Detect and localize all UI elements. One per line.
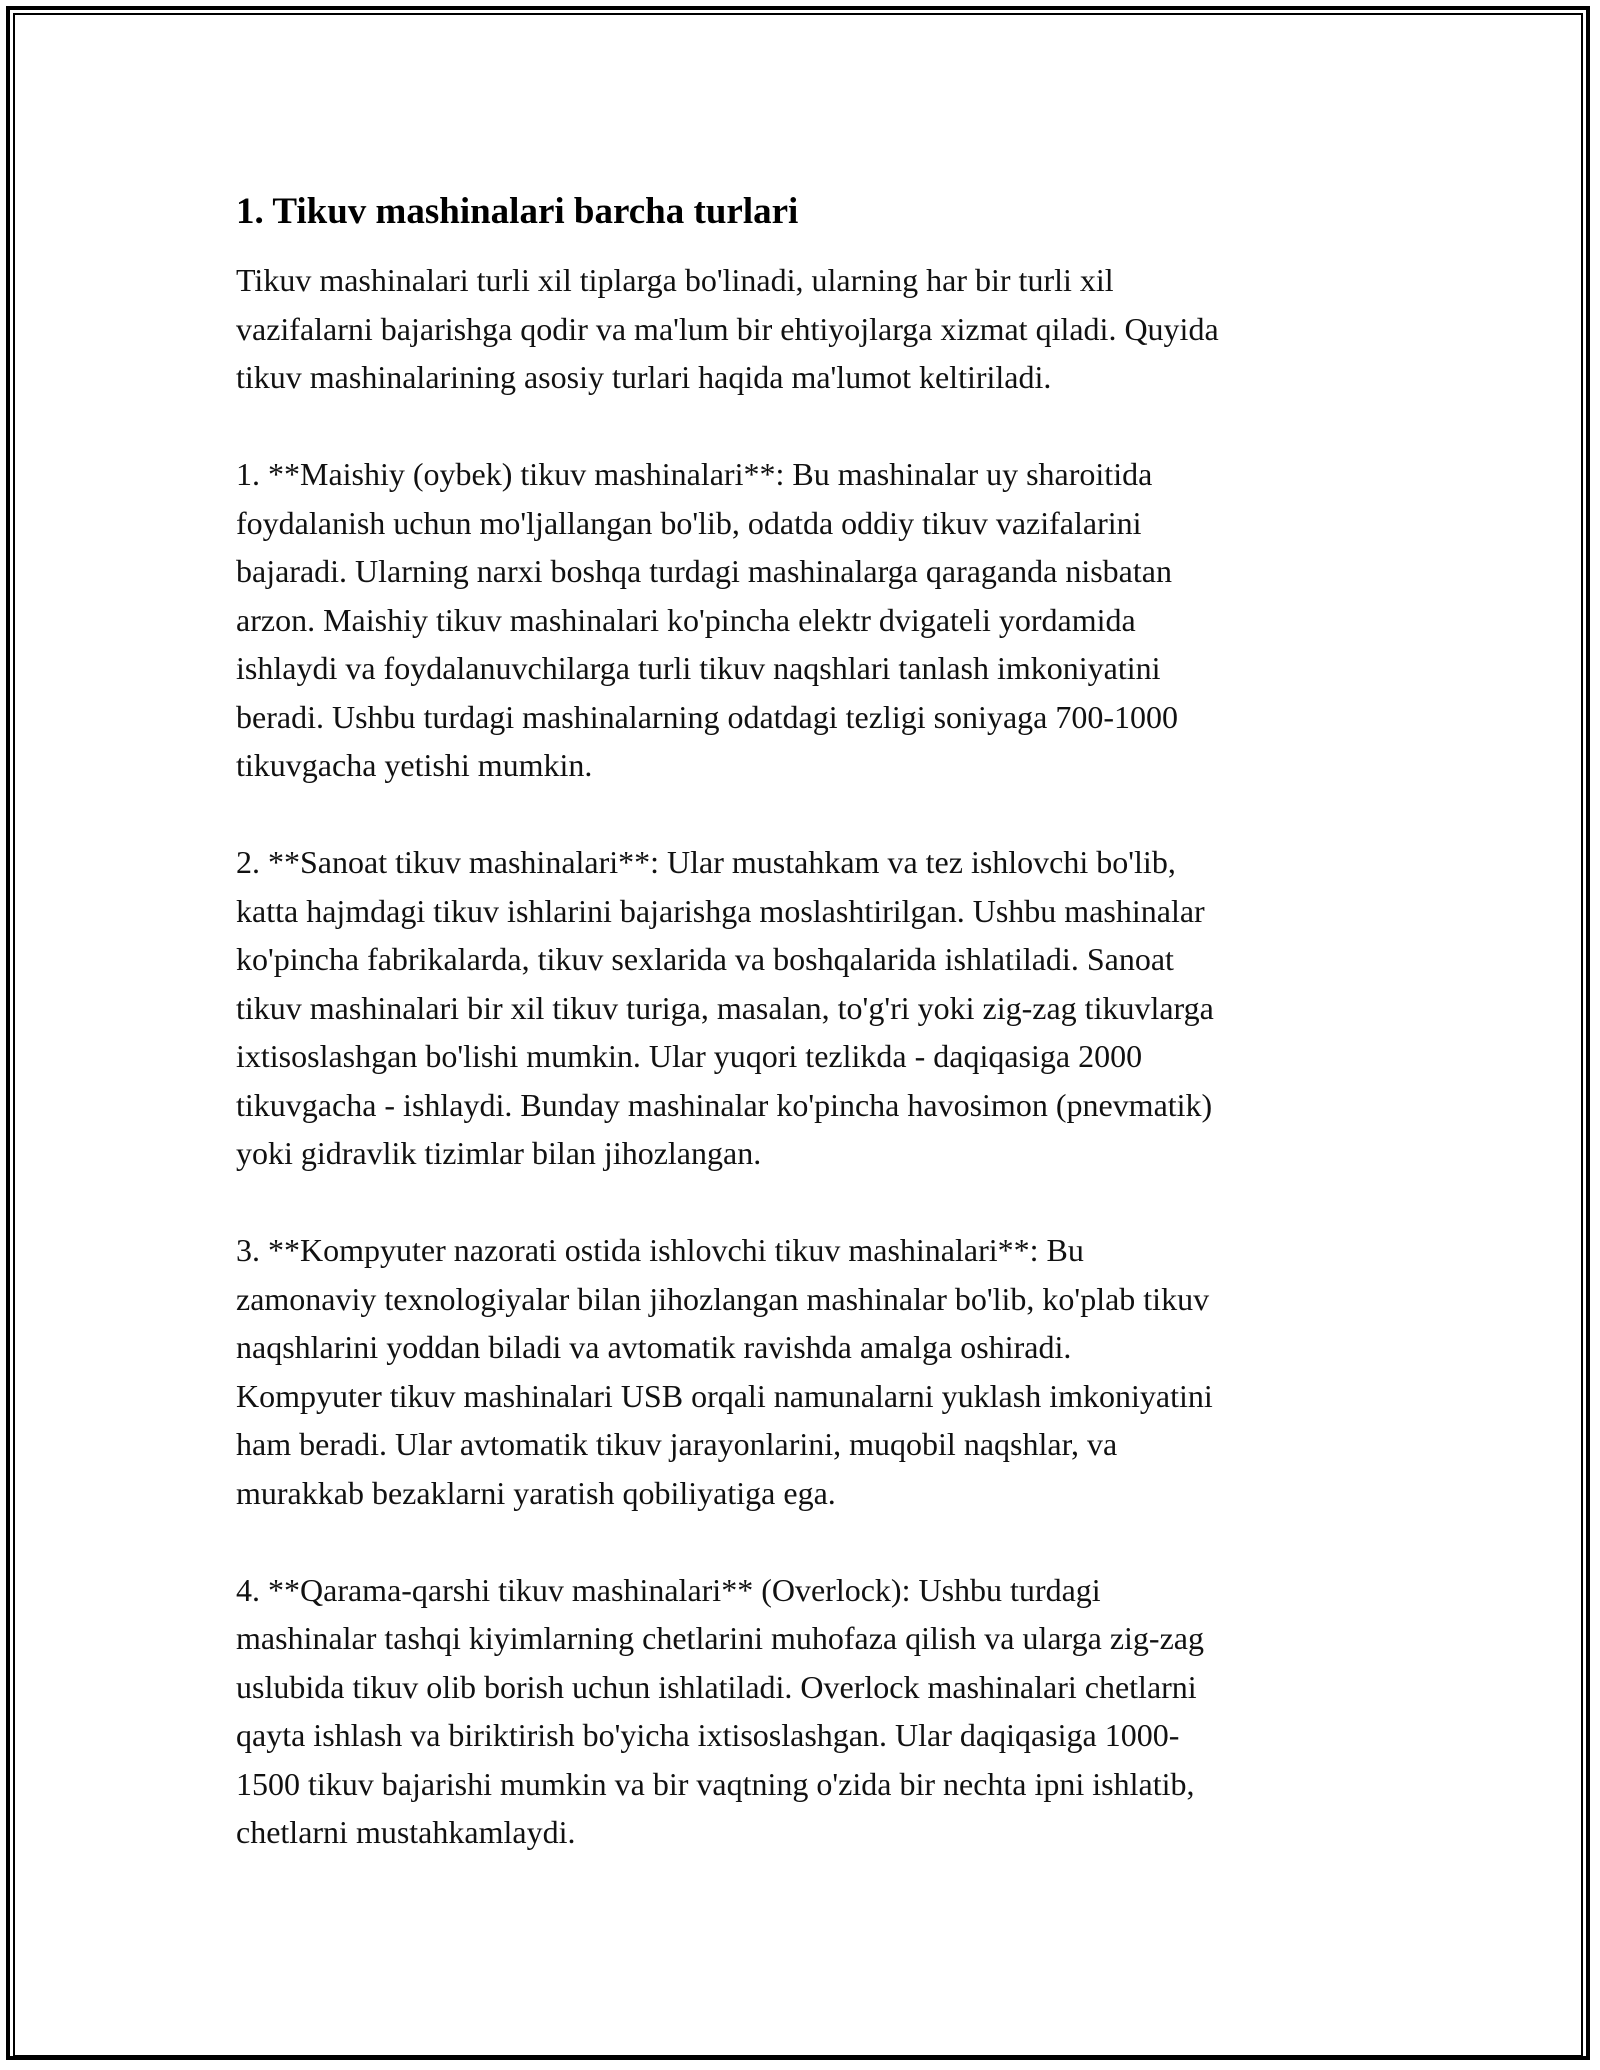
paragraph-overlock-machines: 4. **Qarama-qarshi tikuv mashinalari** (Overlock): Ushbu turdagi mashinalar tashqi kiyimlarning chetlarini muhofaza qilish va ularga zig-zag uslubida tikuv olib borish uchun ishlatiladi. Overlock mashinalari chetlarni qayta ishlash va biriktirish bo'yicha ixtisoslashgan. Ular daqiqasiga 1000- 1500 tikuv bajarishi mumkin va bir vaqtning o'zida bir nechta ipni ishlatib, chetlarni mustahkamlaydi. <box>236 1571 1204 1850</box>
paragraph-computer-machines: 3. **Kompyuter nazorati ostida ishlovchi tikuv mashinalari**: Bu zamonaviy texnologiyalar bilan jihozlangan mashinalar bo'lib, ko'plab tikuv naqshlarini yoddan biladi va avtomatik ravishda amalga oshiradi. Kompyuter tikuv mashinalari USB orqali namunalarni yuklash imkoniyatini ham beradi. Ular avtomatik tikuv jarayonlarini, muqobil naqshlar, va murakkab bezaklarni yaratish qobiliyatiga ega. <box>236 1232 1213 1511</box>
paragraph-household-machines: 1. **Maishiy (oybek) tikuv mashinalari**: Bu mashinalar uy sharoitida foydalanish uchun mo'ljallangan bo'lib, odatda oddiy tikuv vazifalarini bajaradi. Ularning narxi boshqa turdagi mashinalarga qaraganda nisbatan arzon. Maishiy tikuv mashinalari ko'pincha elektr dvigateli yordamida ishlaydi va foydalanuvchilarga turli tikuv naqshlari tanlash imkoniyatini beradi. Ushbu turdagi mashinalarning odatdagi tezligi soniyaga 700-1000 tikuvgacha yetishi mumkin. <box>236 456 1178 783</box>
document-title: 1. Tikuv mashinalari barcha turlari <box>236 191 799 232</box>
document-body <box>236 188 1376 1905</box>
paragraph-industrial-machines: 2. **Sanoat tikuv mashinalari**: Ular mustahkam va tez ishlovchi bo'lib, katta hajmdagi tikuv ishlarini bajarishga moslashtirilgan. Ushbu mashinalar ko'pincha fabrikalarda, tikuv sexlarida va boshqalarida ishlatiladi. Sanoat tikuv mashinalari bir xil tikuv turiga, masalan, to'g'ri yoki zig-zag tikuvlarga ixtisoslashgan bo'lishi mumkin. Ular yuqori tezlikda - daqiqasiga 2000 tikuvgacha - ishlaydi. Bunday mashinalar ko'pincha havosimon (pnevmatik) yoki gidravlik tizimlar bilan jihozlangan. <box>236 844 1214 1171</box>
intro-paragraph: Tikuv mashinalari turli xil tiplarga bo'linadi, ularning har bir turli xil vazifalarni bajarishga qodir va ma'lum bir ehtiyojlarga xizmat qiladi. Quyida tikuv mashinalarining asosiy turlari haqida ma'lumot keltiriladi. <box>236 262 1219 395</box>
